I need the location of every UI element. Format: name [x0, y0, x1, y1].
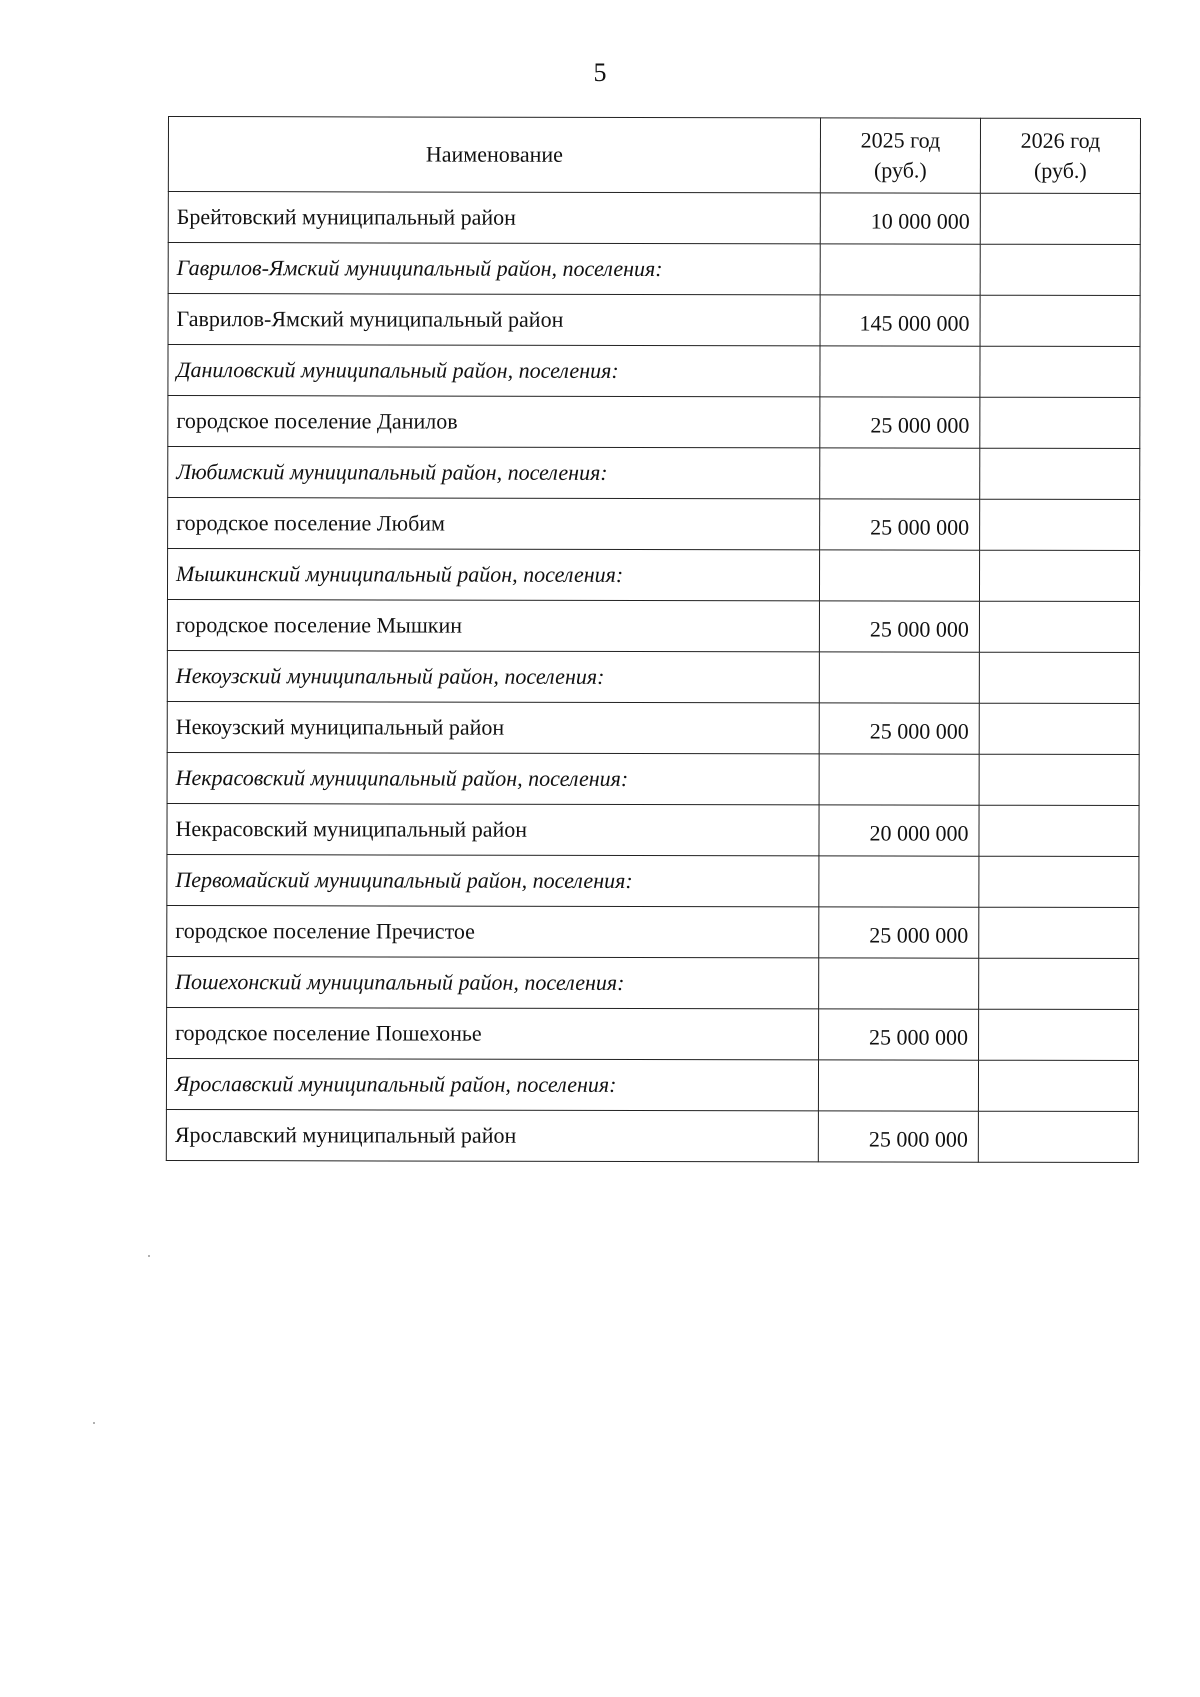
budget-table: [166, 116, 1141, 1163]
amount-2025: 25 000 000: [819, 1009, 979, 1060]
amount-2026: [980, 244, 1140, 295]
header-year-2026-label: 2026 год: [1020, 127, 1101, 153]
table-row: [167, 600, 1139, 653]
recipient-name: Некоузский муниципальный район: [167, 701, 819, 753]
header-name: Наименование: [168, 117, 820, 193]
table-row: [168, 447, 1140, 500]
scan-speck: [93, 1422, 95, 1424]
amount-2026: [980, 193, 1140, 244]
amount-2025: [820, 244, 980, 295]
table-row: [168, 243, 1140, 296]
amount-2025: [819, 754, 979, 805]
recipient-name: Гаврилов-Ямский муниципальный район: [168, 294, 820, 346]
amount-2025: [819, 856, 979, 907]
amount-2025: 25 000 000: [820, 499, 980, 550]
amount-2025: 25 000 000: [819, 601, 979, 652]
district-group-label: Некоузский муниципальный район, поселения:: [167, 650, 819, 702]
table-header: [168, 117, 1140, 194]
header-year-2026: [980, 118, 1140, 193]
amount-2026: [979, 1009, 1139, 1060]
table-row: [168, 192, 1140, 245]
table-row: [167, 752, 1139, 805]
amount-2026: [978, 1111, 1138, 1162]
recipient-name: Ярославский муниципальный район: [166, 1109, 818, 1161]
amount-2026: [979, 652, 1139, 703]
amount-2025: 20 000 000: [819, 805, 979, 856]
recipient-name: городское поселение Любим: [168, 498, 820, 550]
recipient-name: городское поселение Мышкин: [167, 600, 819, 652]
amount-2025: 25 000 000: [819, 907, 979, 958]
district-group-label: Первомайский муниципальный район, поселения:: [167, 854, 819, 906]
table-row: [166, 1058, 1138, 1111]
table-body: [166, 192, 1140, 1163]
amount-2026: [980, 346, 1140, 397]
amount-2025: [820, 346, 980, 397]
amount-2026: [979, 805, 1139, 856]
district-group-label: Даниловский муниципальный район, поселения:: [168, 345, 820, 397]
header-year-2026-unit: (руб.): [1033, 157, 1087, 183]
district-group-label: Мышкинский муниципальный район, поселения:: [167, 549, 819, 601]
amount-2026: [979, 907, 1139, 958]
table-row: [168, 498, 1140, 551]
amount-2026: [980, 295, 1140, 346]
district-group-label: Гаврилов-Ямский муниципальный район, поселения:: [168, 243, 820, 295]
recipient-name: городское поселение Данилов: [168, 396, 820, 448]
table-row: [167, 650, 1139, 703]
amount-2026: [979, 703, 1139, 754]
table-row: [167, 1007, 1139, 1060]
header-year-2025-unit: (руб.): [873, 157, 927, 183]
district-group-label: Любимский муниципальный район, поселения:: [168, 447, 820, 499]
table-row: [167, 854, 1139, 907]
header-year-2025-label: 2025 год: [860, 127, 941, 153]
amount-2025: 25 000 000: [818, 1111, 978, 1162]
amount-2026: [979, 601, 1139, 652]
amount-2026: [979, 958, 1139, 1009]
district-group-label: Пошехонский муниципальный район, поселения:: [167, 956, 819, 1008]
amount-2025: 25 000 000: [819, 703, 979, 754]
table-row: [167, 905, 1139, 958]
amount-2025: 145 000 000: [820, 295, 980, 346]
amount-2025: [819, 958, 979, 1009]
scan-speck: [148, 1255, 150, 1257]
page-number: 5: [593, 58, 607, 87]
amount-2026: [980, 499, 1140, 550]
amount-2025: 10 000 000: [820, 193, 980, 244]
table-row: [167, 701, 1139, 754]
amount-2026: [979, 754, 1139, 805]
amount-2025: [820, 448, 980, 499]
district-group-label: Некрасовский муниципальный район, поселения:: [167, 752, 819, 804]
recipient-name: городское поселение Пречистое: [167, 905, 819, 957]
recipient-name: Брейтовский муниципальный район: [168, 192, 820, 244]
header-row: [168, 117, 1140, 194]
table-row: [167, 549, 1139, 602]
amount-2026: [980, 397, 1140, 448]
recipient-name: городское поселение Пошехонье: [167, 1007, 819, 1059]
table-row: [168, 396, 1140, 449]
table-row: [168, 294, 1140, 347]
table-row: [167, 803, 1139, 856]
amount-2025: [819, 550, 979, 601]
amount-2026: [979, 856, 1139, 907]
table-row: [168, 345, 1140, 398]
amount-2025: 25 000 000: [820, 397, 980, 448]
table-row: [166, 1109, 1138, 1162]
amount-2025: [818, 1060, 978, 1111]
recipient-name: Некрасовский муниципальный район: [167, 803, 819, 855]
header-year-2025: [820, 118, 980, 193]
amount-2026: [979, 550, 1139, 601]
table-row: [167, 956, 1139, 1009]
amount-2026: [978, 1060, 1138, 1111]
district-group-label: Ярославский муниципальный район, поселения:: [166, 1058, 818, 1110]
amount-2026: [980, 448, 1140, 499]
amount-2025: [819, 652, 979, 703]
